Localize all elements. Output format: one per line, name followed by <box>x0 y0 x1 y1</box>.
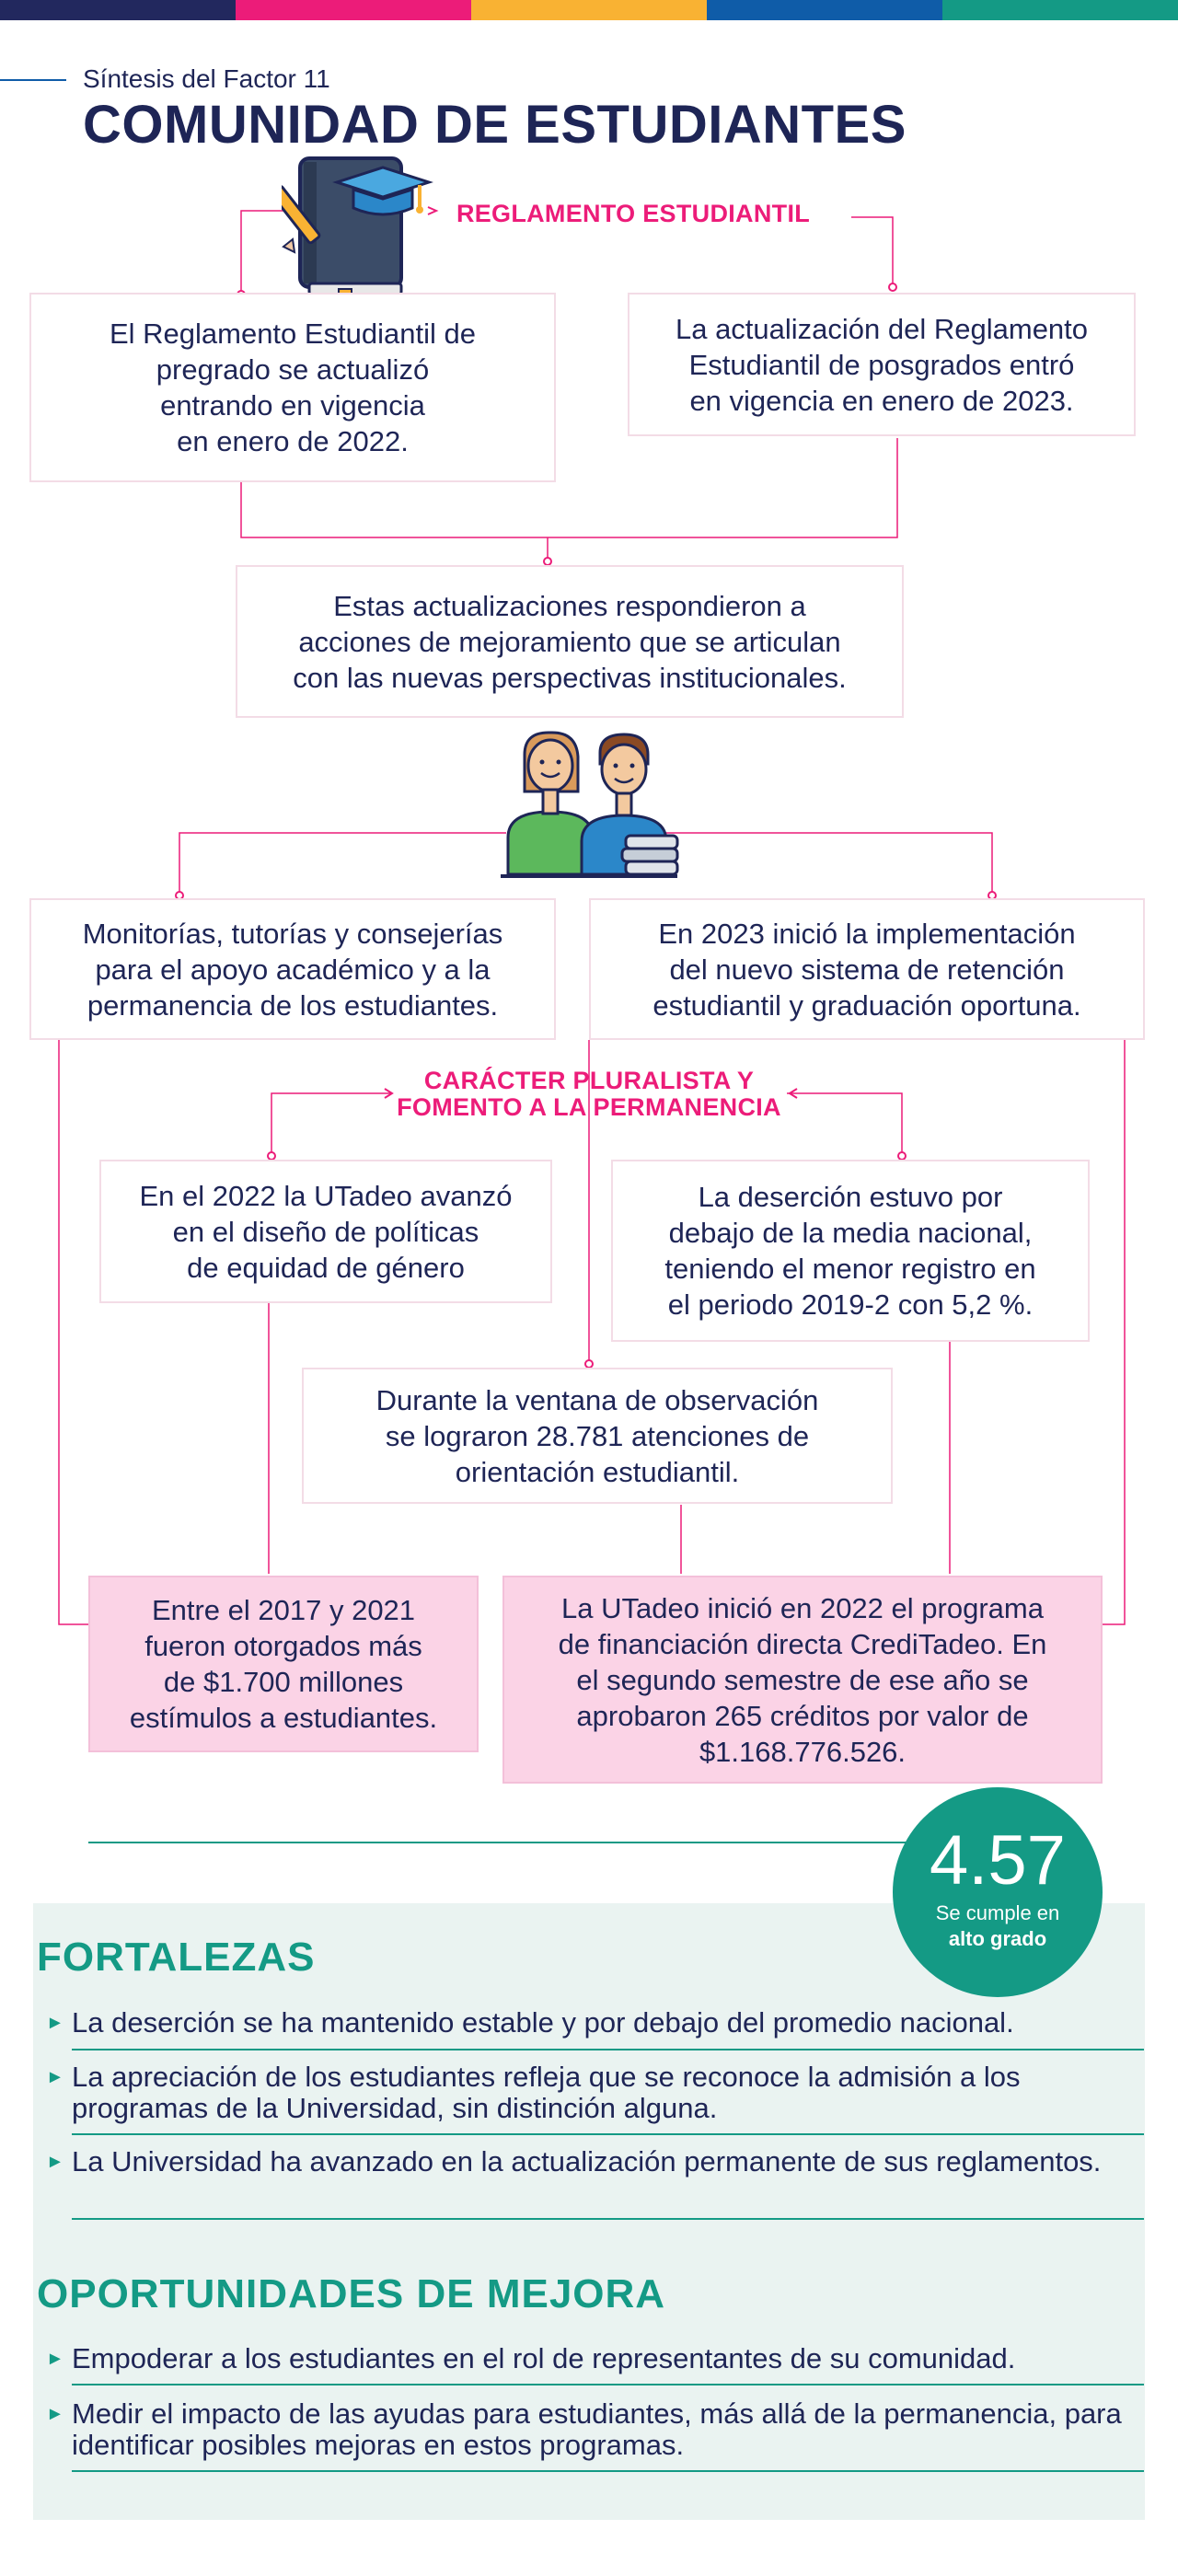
bullet-arrow-icon: ► <box>46 2152 64 2172</box>
section-heading-reglamento: REGLAMENTO ESTUDIANTIL <box>456 200 811 227</box>
actualizaciones-box: Estas actualizaciones respondieron a acciones de mejoramiento que se articulan con las nuevas perspectivas institucionales. <box>236 565 904 718</box>
retencion-box: En 2023 inició la implementación del nuevo sistema de retención estudiantil y graduación oportuna. <box>589 898 1145 1040</box>
monitorias-box: Monitorías, tutorías y consejerías para el apoyo académico y a la permanencia de los estudiantes. <box>29 898 556 1040</box>
ventana-observacion-box: Durante la ventana de observación se lograron 28.781 atenciones de orientación estudiantil. <box>302 1368 893 1504</box>
section-divider <box>88 1842 917 1843</box>
item-divider <box>72 2470 1144 2472</box>
fortaleza-item: ► La apreciación de los estudiantes refleja que se reconoce la admisión a los programas de la Universidad, sin distinción alguna. <box>46 2061 1021 2124</box>
item-divider <box>72 2384 1144 2385</box>
desercion-box: La deserción estuvo por debajo de la media nacional, teniendo el menor registro en el periodo 2019-2 con 5,2 %. <box>611 1160 1090 1342</box>
bullet-arrow-icon: ► <box>46 2013 64 2033</box>
fortaleza-item: ► La deserción se ha mantenido estable y por debajo del promedio nacional. <box>46 2006 1014 2039</box>
oportunidades-title: OPORTUNIDADES DE MEJORA <box>37 2271 666 2316</box>
score-label-bold: alto grado <box>948 1927 1047 1950</box>
reglamento-posgrado-box: La actualización del Reglamento Estudiantil de posgrados entró en vigencia en enero de 2023. <box>628 293 1136 436</box>
reglamento-pregrado-box: El Reglamento Estudiantil de pregrado se actualizó entrando en vigencia en enero de 2022. <box>29 293 556 482</box>
page-subtitle: Síntesis del Factor 11 <box>83 64 330 93</box>
score-value: 4.57 <box>930 1821 1066 1900</box>
fortaleza-item: ► La Universidad ha avanzado en la actualización permanente de sus reglamentos. <box>46 2145 1102 2177</box>
oportunidad-item: ► Empoderar a los estudiantes en el rol de representantes de su comunidad. <box>46 2342 1016 2374</box>
section-heading-pluralista: CARÁCTER PLURALISTA Y FOMENTO A LA PERMANENCIA <box>397 1067 781 1121</box>
score-label: Se cumple en <box>935 1901 1060 1924</box>
creditadeo-box: La UTadeo inició en 2022 el programa de financiación directa CrediTadeo. En el segundo semestre de ese año se aprobaron 265 créditos por valor de $1.168.776.526. <box>502 1576 1103 1784</box>
bullet-arrow-icon: ► <box>46 2404 64 2424</box>
oportunidad-item: ► Medir el impacto de las ayudas para estudiantes, más allá de la permanencia, para identificar posibles mejoras en estos programas. <box>46 2397 1122 2461</box>
estimulos-box: Entre el 2017 y 2021 fueron otorgados más de $1.700 millones estímulos a estudiantes. <box>88 1576 479 1752</box>
equidad-genero-box: En el 2022 la UTadeo avanzó en el diseño de políticas de equidad de género <box>99 1160 552 1303</box>
bullet-arrow-icon: ► <box>46 2349 64 2369</box>
item-divider <box>72 2049 1144 2050</box>
bullet-arrow-icon: ► <box>46 2067 64 2087</box>
fortalezas-title: FORTALEZAS <box>37 1935 316 1980</box>
item-divider <box>72 2133 1144 2135</box>
page-title: COMUNIDAD DE ESTUDIANTES <box>83 95 907 155</box>
book-graduation-cap-icon <box>282 155 447 302</box>
item-divider <box>72 2218 1144 2220</box>
students-icon <box>497 727 681 884</box>
score-badge <box>893 1787 1103 1997</box>
